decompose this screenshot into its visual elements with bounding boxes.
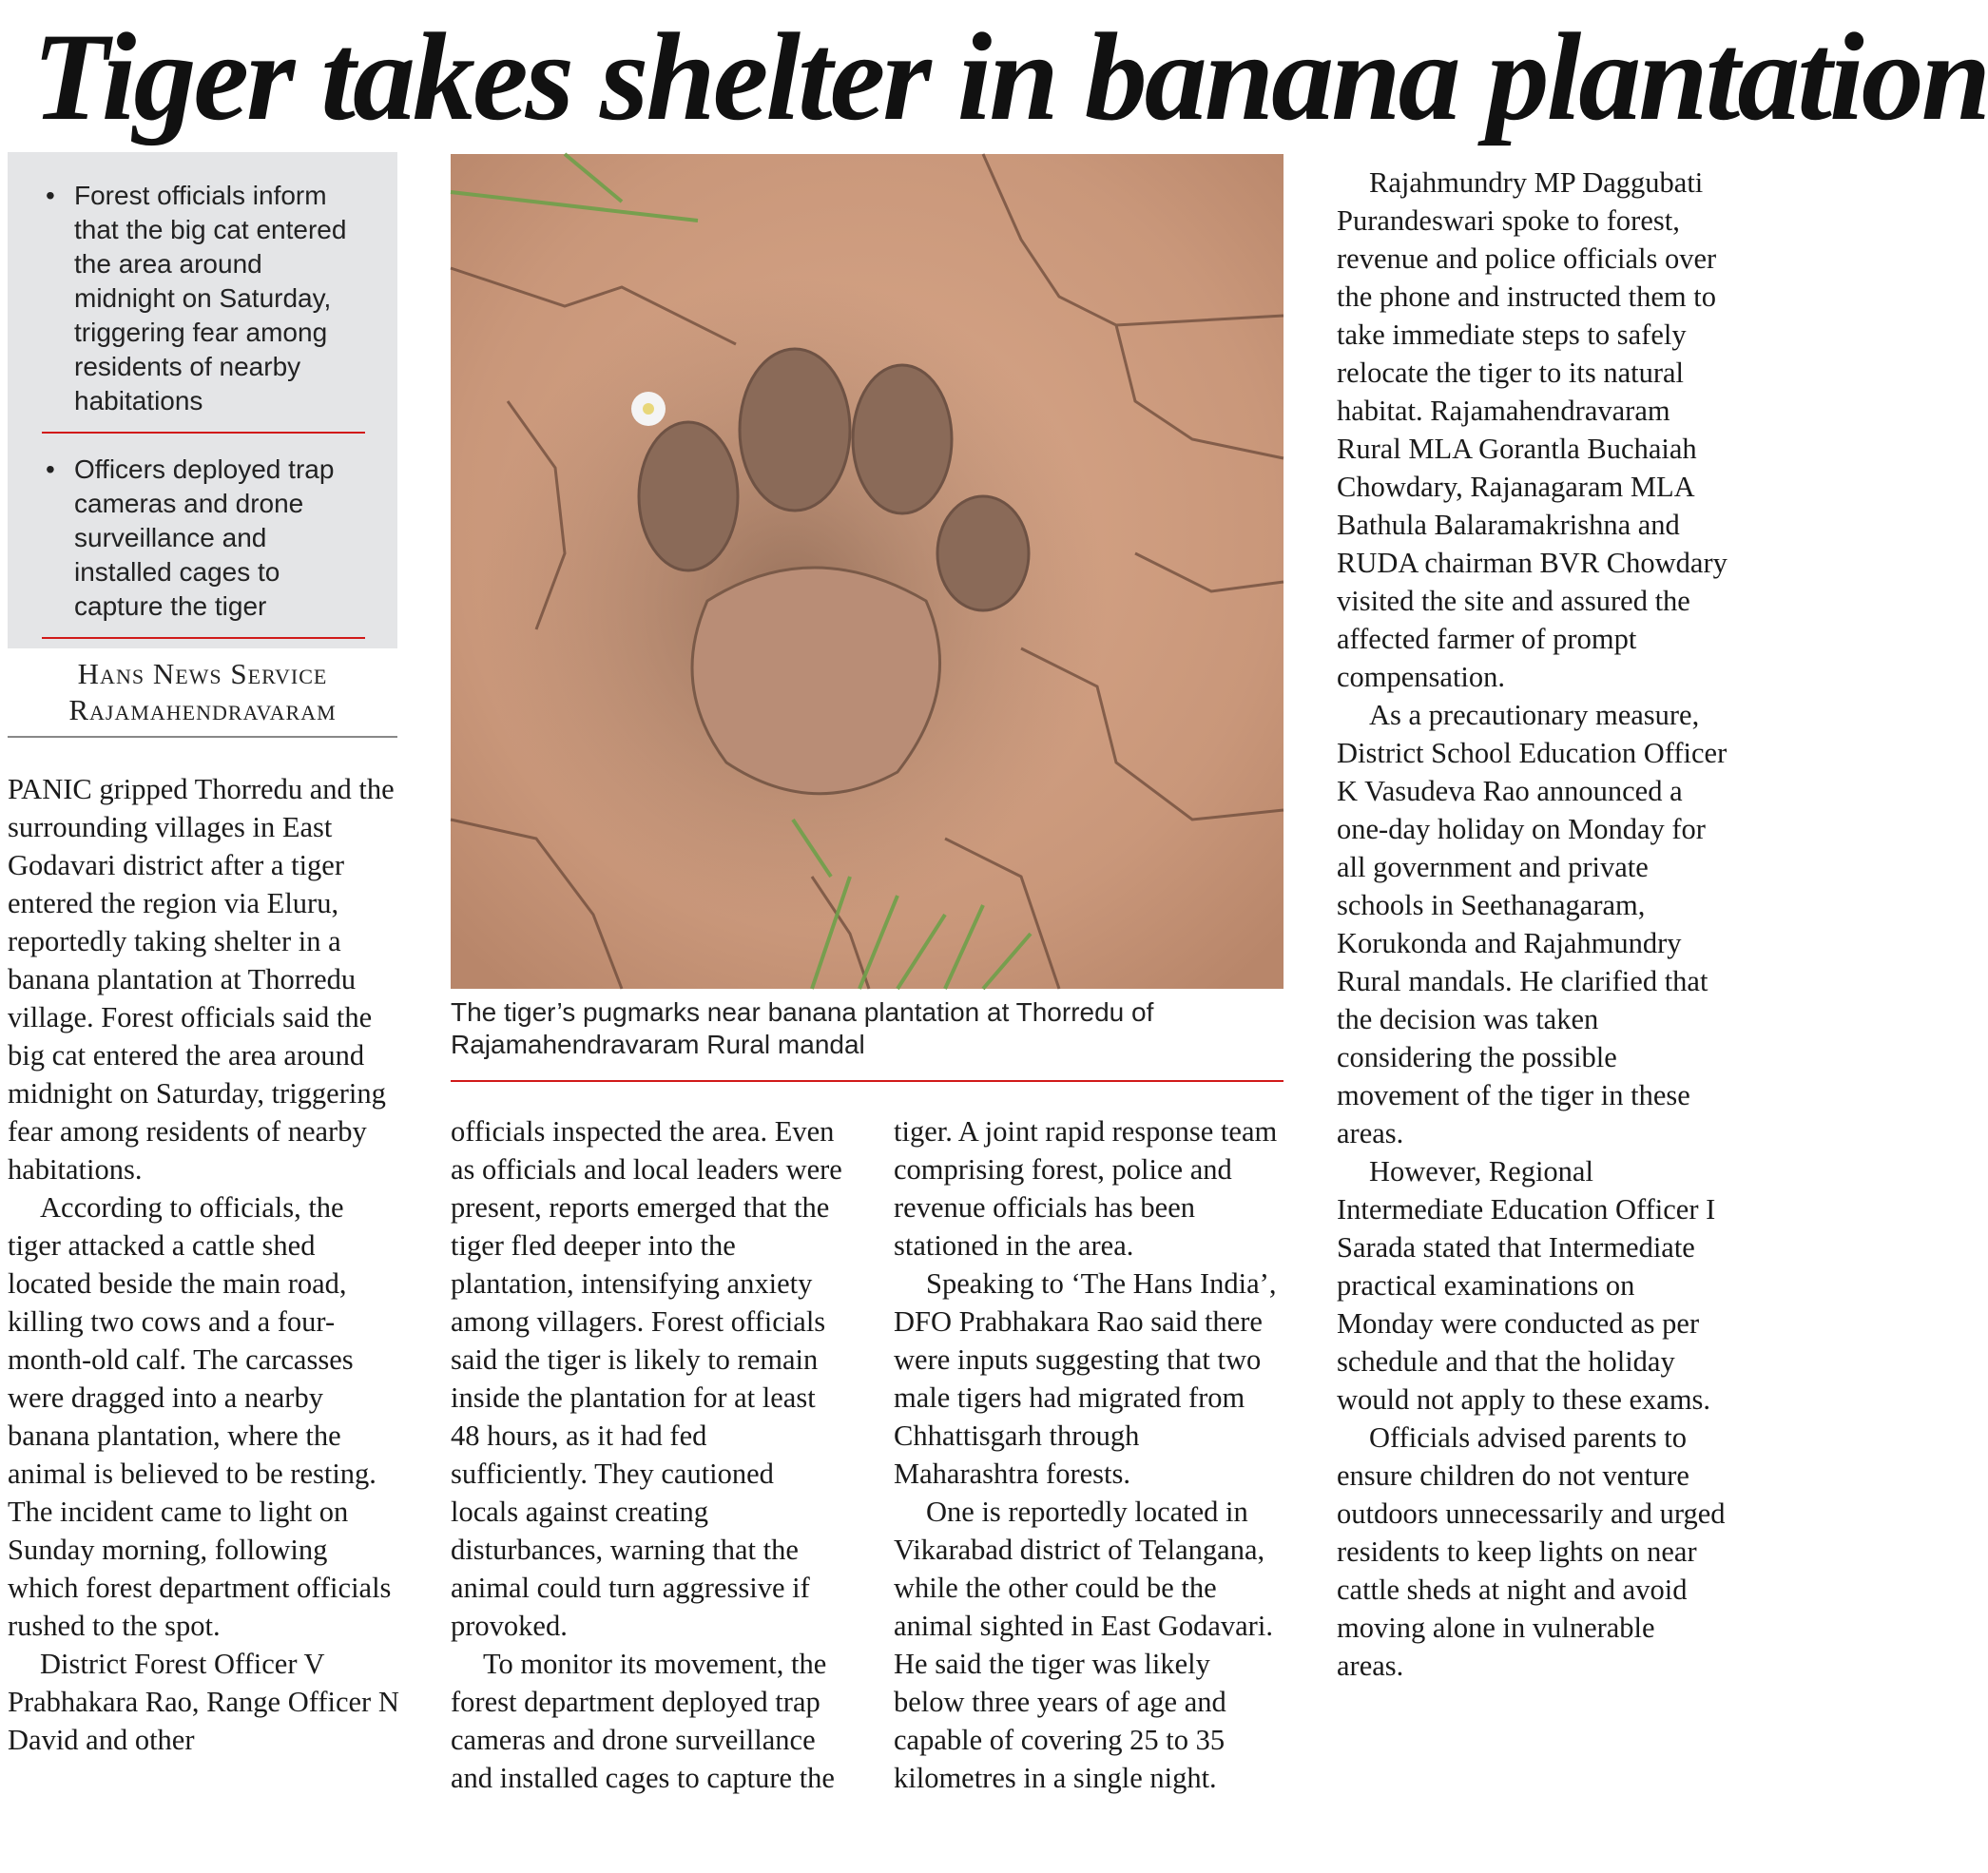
article-paragraph: Rajahmundry MP Daggubati Purandeswari spoke to forest, revenue and police officials over the phone and instructed them to take immediate steps to safely relocate the tiger to its natural habitat. Rajamahendravaram Rural MLA Gorantla Buchaiah Chowdary, Rajanagaram MLA Bathula Balaramakrishna and RUDA chairman BVR Chowdary visited the site and assured the affected farmer of prompt compensation.	[1337, 166, 1727, 693]
article-paragraph: To monitor its movement, the forest department deployed trap cameras and drone surveillance and installed cages to capture the	[451, 1648, 835, 1794]
highlight-item	[42, 453, 365, 639]
article-paragraph: According to officials, the tiger attacked a cattle shed located beside the main road, killing two cows and a four-month-old calf. The carcasses were dragged into a nearby banana plantation, where the animal is believed to be resting. The incident came to light on Sunday morning, following which forest department officials rushed to the spot.	[8, 1191, 392, 1642]
highlight-text: Officers deployed trap cameras and drone surveillance and installed cages to capture the tiger	[74, 454, 335, 621]
bullet-icon: •	[46, 454, 55, 484]
pugmark-image	[451, 154, 1284, 989]
article-paragraph: District Forest Officer V Prabhakara Rao, Range Officer N David and other	[8, 1648, 399, 1756]
byline-agency: Hans News Service	[77, 657, 328, 690]
bullet-icon: •	[46, 181, 55, 210]
article-paragraph: PANIC gripped Thorredu and the surrounding villages in East Godavari district after a tiger entered the region via Eluru, reportedly taking shelter in a banana plantation at Thorredu village. Forest officials said the big cat entered the area around midnight on Saturday, triggering fear among residents of nearby habitations.	[8, 773, 395, 1186]
headline: Tiger takes shelter in banana plantation	[32, 7, 1988, 146]
article-paragraph: tiger. A joint rapid response team comprising forest, police and revenue officials has been stationed in the area.	[894, 1115, 1278, 1262]
article-column-3	[894, 1112, 1285, 1797]
highlight-item	[42, 179, 365, 434]
article-paragraph: Speaking to ‘The Hans India’, DFO Prabhakara Rao said there were inputs suggesting that two male tigers had migrated from Chhattisgarh through Maharashtra forests.	[894, 1267, 1277, 1490]
article-paragraph: However, Regional Intermediate Education Officer I Sarada stated that Intermediate practical examinations on Monday were conducted as per schedule and that the holiday would not apply to these exams.	[1337, 1155, 1716, 1416]
article-column-4	[1337, 164, 1728, 1685]
highlight-text: Forest officials inform that the big cat entered the area around midnight on Saturday, triggering fear among residents of nearby habitations	[74, 181, 347, 415]
photo-caption: The tiger’s pugmarks near banana plantation at Thorredu of Rajamahendravaram Rural mandal	[451, 996, 1284, 1082]
pugmark-photo	[451, 154, 1284, 989]
article-paragraph: officials inspected the area. Even as officials and local leaders were present, reports emerged that the tiger fled deeper into the plantation, intensifying anxiety among villagers. Forest officials said the tiger is likely to remain inside the plantation for at least 48 hours, as it had fed sufficiently. They cautioned locals against creating disturbances, warning that the animal could turn aggressive if provoked.	[451, 1115, 842, 1642]
article-paragraph: One is reportedly located in Vikarabad district of Telangana, while the other could be the animal sighted in East Godavari. He said the tiger was likely below three years of age and capable of covering 25 to 35 kilometres in a single night.	[894, 1496, 1273, 1794]
highlights-box	[8, 152, 397, 648]
article-paragraph: As a precautionary measure, District School Education Officer K Vasudeva Rao announced a one-day holiday on Monday for all government and private schools in Seethanagaram, Korukonda and Rajahmundry Rural mandals. He clarified that the decision was taken considering the possible movement of the tiger in these areas.	[1337, 699, 1727, 1149]
byline	[8, 656, 397, 738]
byline-location: Rajamahendravaram	[68, 693, 337, 726]
article-column-1	[8, 770, 399, 1759]
article-column-2	[451, 1112, 842, 1797]
article-paragraph: Officials advised parents to ensure children do not venture outdoors unnecessarily and urged residents to keep lights on near cattle sheds at night and avoid moving alone in vulnerable areas.	[1337, 1421, 1726, 1682]
